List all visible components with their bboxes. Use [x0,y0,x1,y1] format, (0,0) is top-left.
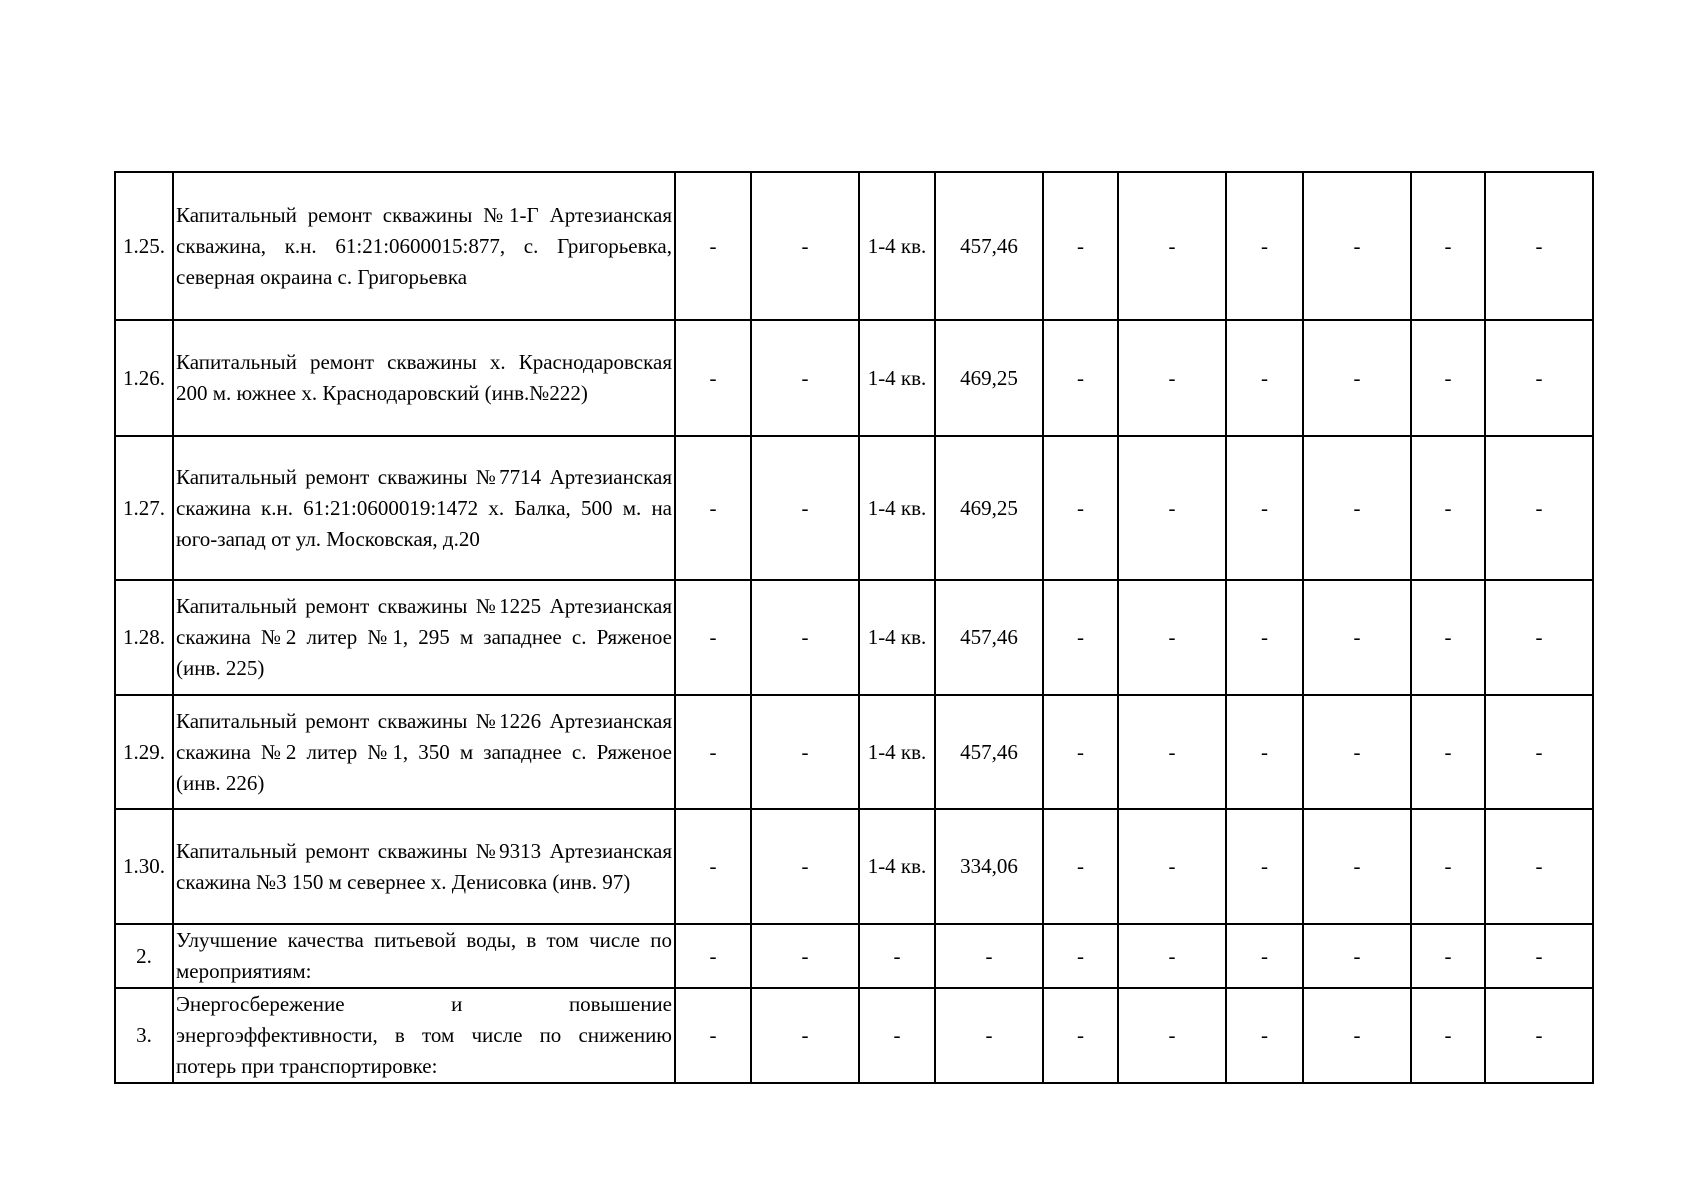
measure-description: Улучшение качества питьевой воды, в том числе по мероприятиям: [173,924,675,988]
cell-7: - [1226,809,1303,924]
period-cell: 1-4 кв. [859,436,935,580]
cell-2: - [751,924,859,988]
cell-6: - [1118,320,1226,436]
table-row [115,695,1593,809]
cell-7: - [1226,988,1303,1083]
cell-7: - [1226,695,1303,809]
table-row [115,809,1593,924]
cell-5: - [1043,436,1118,580]
period-cell: 1-4 кв. [859,809,935,924]
table-body [115,172,1593,1083]
cell-1: - [675,695,751,809]
cell-8: - [1303,320,1411,436]
cell-1: - [675,172,751,320]
cell-6: - [1118,809,1226,924]
row-number: 1.27. [115,436,173,580]
period-cell: 1-4 кв. [859,320,935,436]
measure-description: Капитальный ремонт скважины №7714 Артезианская скажина к.н. 61:21:0600019:1472 х. Балка, 500 м. на юго-запад от ул. Московская, д.20 [173,436,675,580]
cell-6: - [1118,988,1226,1083]
cell-10: - [1485,436,1593,580]
cell-6: - [1118,580,1226,695]
cell-10: - [1485,988,1593,1083]
amount-cell: - [935,988,1043,1083]
row-number: 1.30. [115,809,173,924]
cell-8: - [1303,580,1411,695]
cell-7: - [1226,436,1303,580]
cell-6: - [1118,172,1226,320]
cell-9: - [1411,809,1485,924]
cell-10: - [1485,695,1593,809]
cell-10: - [1485,580,1593,695]
cell-2: - [751,172,859,320]
cell-8: - [1303,988,1411,1083]
cell-2: - [751,580,859,695]
table-row [115,436,1593,580]
cell-7: - [1226,924,1303,988]
cell-8: - [1303,809,1411,924]
cell-9: - [1411,436,1485,580]
period-cell: 1-4 кв. [859,172,935,320]
cell-10: - [1485,809,1593,924]
cell-1: - [675,320,751,436]
cell-6: - [1118,924,1226,988]
cell-2: - [751,436,859,580]
cell-2: - [751,988,859,1083]
measure-description: Энергосбережение и повышение энергоэффективности, в том числе по снижению потерь при транспортировке: [173,988,675,1083]
cell-6: - [1118,436,1226,580]
cell-1: - [675,924,751,988]
cell-7: - [1226,172,1303,320]
measures-table [114,171,1594,1084]
cell-5: - [1043,924,1118,988]
cell-1: - [675,580,751,695]
period-cell: 1-4 кв. [859,695,935,809]
cell-8: - [1303,924,1411,988]
cell-8: - [1303,695,1411,809]
row-number: 3. [115,988,173,1083]
period-cell: - [859,988,935,1083]
row-number: 1.26. [115,320,173,436]
measure-description: Капитальный ремонт скважины №1226 Артезианская скажина №2 литер №1, 350 м западнее с. Ряженое (инв. 226) [173,695,675,809]
table-row [115,320,1593,436]
cell-10: - [1485,320,1593,436]
cell-9: - [1411,924,1485,988]
cell-5: - [1043,320,1118,436]
row-number: 1.25. [115,172,173,320]
cell-2: - [751,809,859,924]
amount-cell: 457,46 [935,172,1043,320]
cell-5: - [1043,695,1118,809]
cell-2: - [751,320,859,436]
table-row [115,580,1593,695]
measure-description: Капитальный ремонт скважины х. Краснодаровская 200 м. южнее х. Краснодаровский (инв.№222) [173,320,675,436]
cell-1: - [675,809,751,924]
table-row [115,988,1593,1083]
cell-2: - [751,695,859,809]
row-number: 1.29. [115,695,173,809]
cell-1: - [675,436,751,580]
row-number: 2. [115,924,173,988]
cell-8: - [1303,436,1411,580]
cell-9: - [1411,988,1485,1083]
cell-9: - [1411,172,1485,320]
measure-description: Капитальный ремонт скважины №1225 Артезианская скажина №2 литер №1, 295 м западнее с. Ряженое (инв. 225) [173,580,675,695]
cell-5: - [1043,580,1118,695]
amount-cell: 469,25 [935,320,1043,436]
period-cell: - [859,924,935,988]
cell-9: - [1411,695,1485,809]
cell-7: - [1226,320,1303,436]
table-row [115,924,1593,988]
amount-cell: 457,46 [935,695,1043,809]
cell-10: - [1485,172,1593,320]
measure-description: Капитальный ремонт скважины №1-Г Артезианская скважина, к.н. 61:21:0600015:877, с. Григорьевка, северная окраина с. Григорьевка [173,172,675,320]
cell-9: - [1411,580,1485,695]
amount-cell: - [935,924,1043,988]
table-row [115,172,1593,320]
cell-7: - [1226,580,1303,695]
cell-10: - [1485,924,1593,988]
cell-5: - [1043,172,1118,320]
cell-6: - [1118,695,1226,809]
cell-8: - [1303,172,1411,320]
period-cell: 1-4 кв. [859,580,935,695]
cell-5: - [1043,988,1118,1083]
amount-cell: 457,46 [935,580,1043,695]
amount-cell: 469,25 [935,436,1043,580]
cell-1: - [675,988,751,1083]
row-number: 1.28. [115,580,173,695]
cell-9: - [1411,320,1485,436]
cell-5: - [1043,809,1118,924]
amount-cell: 334,06 [935,809,1043,924]
measure-description: Капитальный ремонт скважины №9313 Артезианская скажина №3 150 м севернее х. Денисовка (инв. 97) [173,809,675,924]
